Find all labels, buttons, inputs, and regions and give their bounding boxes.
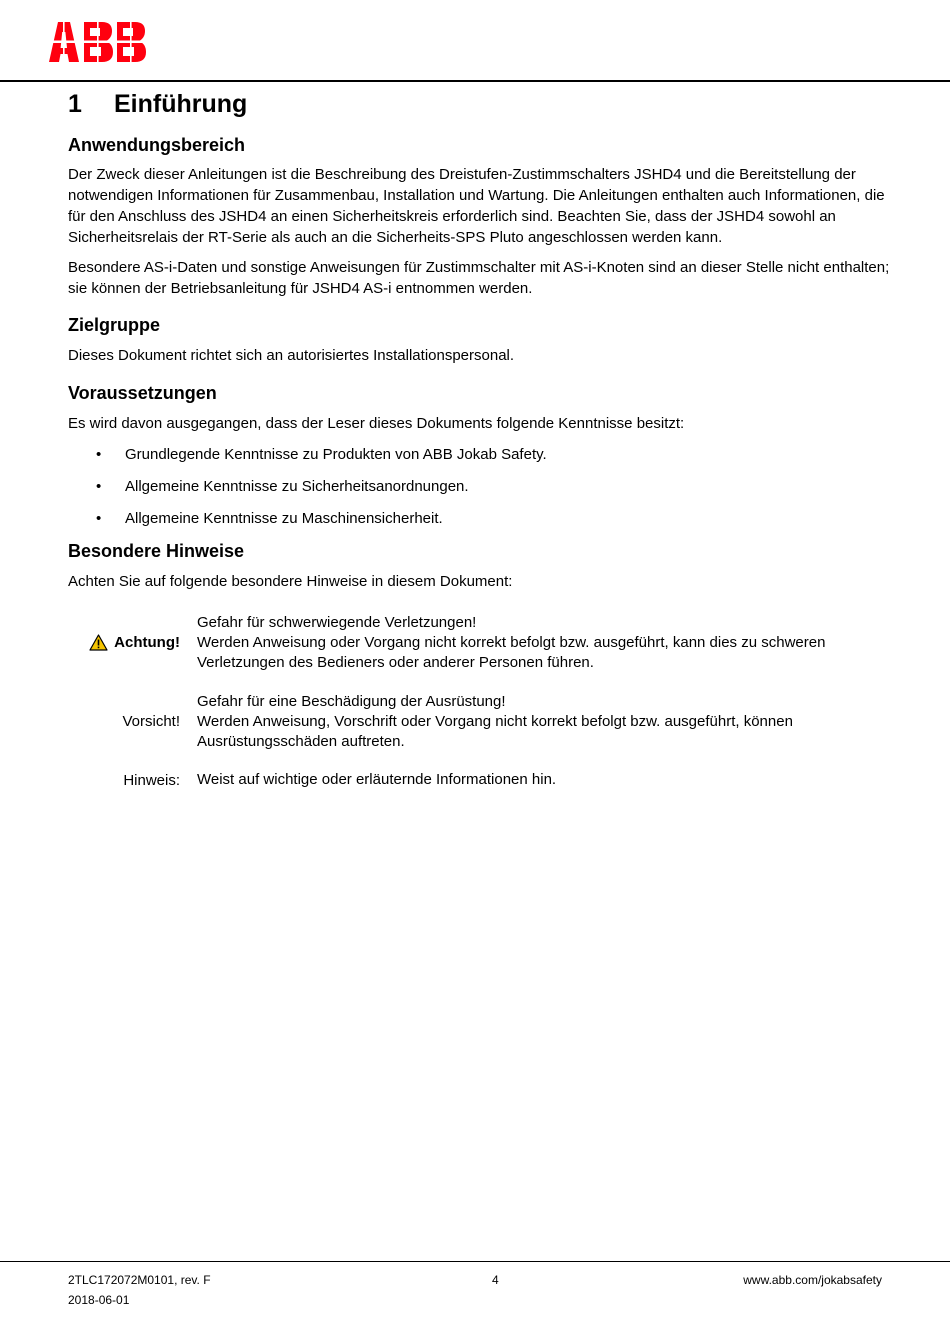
prerequisites-list — [68, 444, 898, 529]
notes-paragraph: Achten Sie auf folgende besondere Hinweise in diesem Dokument: — [68, 573, 513, 590]
abb-logo — [48, 22, 149, 62]
chapter-heading — [68, 88, 898, 120]
footer-doc-id: 2TLC172072M0101, rev. F — [68, 1273, 211, 1287]
footer-rule — [0, 1261, 950, 1262]
notice-text — [197, 770, 887, 791]
notice-line-1: Gefahr für schwerwiegende Verletzungen! — [197, 614, 477, 631]
scope-paragraph-2: Besondere AS-i-Daten und sonstige Anweisungen für Zustimmschalter mit AS-i-Knoten sind an dieser Stelle nicht enthalten; sie können der Betriebsanleitung für JSHD4 AS-i entnommen werden. — [68, 259, 890, 297]
section-title-scope: Anwendungsbereich — [68, 135, 246, 155]
notice-hint — [68, 770, 898, 791]
warning-triangle-icon — [89, 634, 108, 651]
notice-line-1: Gefahr für eine Beschädigung der Ausrüstung! — [197, 693, 506, 710]
section-title-audience: Zielgruppe — [68, 315, 161, 335]
notice-text — [197, 613, 887, 673]
section-title-notes: Besondere Hinweise — [68, 541, 245, 561]
chapter-number: 1 — [68, 90, 82, 118]
audience-paragraph: Dieses Dokument richtet sich an autorisiertes Installationspersonal. — [68, 347, 515, 364]
notice-caution — [68, 692, 898, 752]
page-content — [68, 88, 898, 791]
scope-paragraph-1: Der Zweck dieser Anleitungen ist die Beschreibung des Dreistufen-Zustimmschalters JSHD4 und die Bereitstellung der notwendigen Informationen für Zusammenbau, Installation und Wartung. Die Anleitungen enthalten auch Informationen, die für den Anschluss des JSHD4 an einen Sicherheitskreis erforderlich sind. Beachten Sie, dass der JSHD4 sowohl an Sicherheitsrelais der RT-Serie als auch an die Sicherheits-SPS Pluto angeschlossen werden kann. — [68, 166, 885, 246]
section-title-prerequisites: Voraussetzungen — [68, 383, 217, 403]
footer-page-number: 4 — [492, 1273, 499, 1287]
header-rule — [0, 80, 950, 82]
footer-left — [68, 1270, 211, 1310]
footer-date: 2018-06-01 — [68, 1293, 130, 1307]
notice-warning — [68, 613, 898, 673]
notice-label-hint: Hinweis: — [123, 772, 180, 789]
notice-text — [197, 692, 887, 752]
notice-label-text: Achtung! — [114, 634, 180, 651]
chapter-title: Einführung — [114, 90, 248, 118]
list-item: • Allgemeine Kenntnisse zu Maschinensicherheit. — [68, 508, 898, 529]
list-item: • Grundlegende Kenntnisse zu Produkten von ABB Jokab Safety. — [68, 444, 898, 465]
list-item: • Allgemeine Kenntnisse zu Sicherheitsanordnungen. — [68, 476, 898, 497]
notice-label-caution: Vorsicht! — [122, 713, 180, 730]
footer-url: www.abb.com/jokabsafety — [743, 1273, 882, 1287]
notice-line-2: Werden Anweisung, Vorschrift oder Vorgang nicht korrekt befolgt bzw. ausgeführt, können Ausrüstungsschäden auftreten. — [197, 713, 793, 750]
notice-label-warning — [68, 632, 180, 653]
notice-line-1: Weist auf wichtige oder erläuternde Informationen hin. — [197, 771, 557, 788]
prerequisites-paragraph: Es wird davon ausgegangen, dass der Leser dieses Dokuments folgende Kenntnisse besitzt: — [68, 415, 685, 432]
notice-line-2: Werden Anweisung oder Vorgang nicht korrekt befolgt bzw. ausgeführt, kann dies zu schweren Verletzungen des Bedieners oder anderer Personen führen. — [197, 634, 826, 671]
